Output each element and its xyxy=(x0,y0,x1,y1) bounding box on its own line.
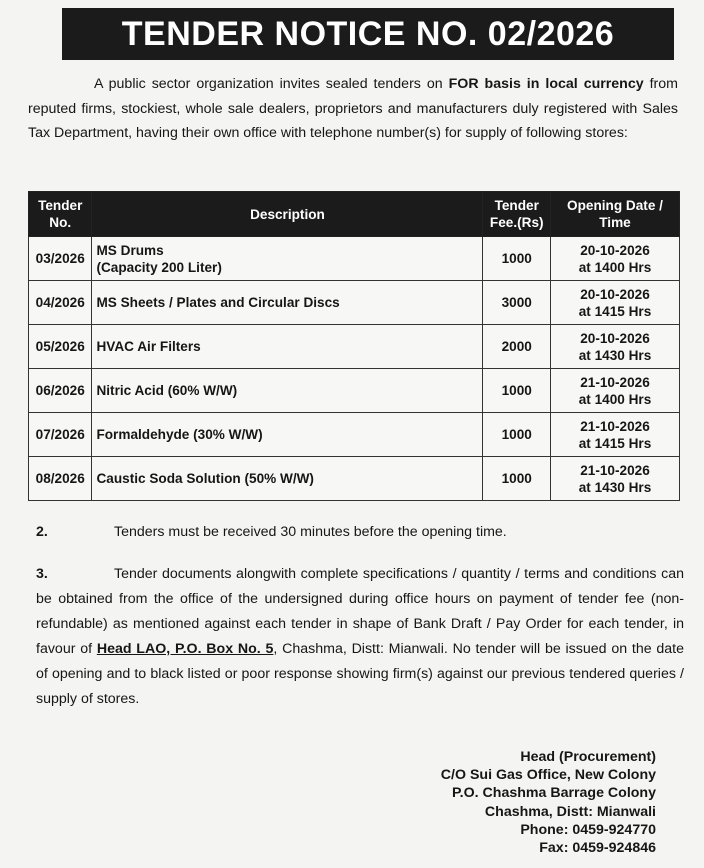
opening-time: at 1415 Hrs xyxy=(578,303,652,319)
description-line: Caustic Soda Solution (50% W/W) xyxy=(96,471,314,486)
header-tender-no: Tender No. xyxy=(29,192,92,237)
opening-time: at 1415 Hrs xyxy=(578,435,652,451)
intro-text-end: from reputed firms, stockiest, whole sale dealers, proprietors and manufacturers duly registered with Sales Tax Department, having their own office with telephone number(s) for supply of following stores: xyxy=(28,76,678,141)
header-fee: Tender Fee.(Rs) xyxy=(483,192,551,237)
paragraph-3 xyxy=(36,562,684,712)
paragraph-3-text: Tender documents alongwith complete specifications / quantity / terms and conditions can be obtained from the office of the undersigned during office hours on payment of tender fee (non-refundable) as mentioned against each tender in shape of Bank Draft / Pay Order for each tender, in favour of xyxy=(36,566,684,657)
description-cell xyxy=(92,457,483,501)
paragraph-2 xyxy=(36,520,684,545)
opening-date: 21-10-2026 xyxy=(580,374,650,390)
address-line: Chashma, Distt: Mianwali xyxy=(484,803,656,820)
description-cell xyxy=(92,281,483,325)
description-line: Formaldehyde (30% W/W) xyxy=(96,427,263,442)
opening-cell xyxy=(551,237,680,281)
opening-date: 21-10-2026 xyxy=(580,462,650,478)
description-line: MS Sheets / Plates and Circular Discs xyxy=(96,295,340,310)
opening-cell xyxy=(551,369,680,413)
description-cell xyxy=(92,237,483,281)
phone-line: Phone: 0459-924770 xyxy=(520,821,656,838)
opening-time: at 1400 Hrs xyxy=(578,259,652,275)
table-row xyxy=(29,325,680,369)
fee-cell: 2000 xyxy=(483,325,551,369)
intro-text-start: A public sector organization invites sealed tenders on xyxy=(94,76,449,92)
paragraph-2-text: Tenders must be received 30 minutes before the opening time. xyxy=(114,524,507,540)
tender-no-cell: 03/2026 xyxy=(29,237,92,281)
intro-bold-text: FOR basis in local currency xyxy=(448,76,644,92)
tender-no-cell: 05/2026 xyxy=(29,325,92,369)
intro-paragraph xyxy=(28,72,678,146)
opening-cell xyxy=(551,413,680,457)
fee-cell: 1000 xyxy=(483,237,551,281)
fee-cell: 1000 xyxy=(483,457,551,501)
address-line: C/O Sui Gas Office, New Colony xyxy=(440,767,656,784)
paragraph-number: 2. xyxy=(36,524,48,540)
opening-time: at 1430 Hrs xyxy=(578,479,652,495)
fee-cell: 1000 xyxy=(483,413,551,457)
tender-no-cell: 08/2026 xyxy=(29,457,92,501)
description-line: (Capacity 200 Liter) xyxy=(96,259,222,275)
signatory-title: Head (Procurement) xyxy=(520,749,656,765)
fax-line: Fax: 0459-924846 xyxy=(539,840,656,857)
header-opening: Opening Date / Time xyxy=(551,192,680,237)
table-row xyxy=(29,237,680,281)
paragraph-number: 3. xyxy=(36,566,48,582)
opening-cell xyxy=(551,281,680,325)
opening-time: at 1400 Hrs xyxy=(578,391,652,407)
opening-date: 20-10-2026 xyxy=(580,330,650,346)
table-row xyxy=(29,369,680,413)
tender-no-cell: 07/2026 xyxy=(29,413,92,457)
description-line: MS Drums xyxy=(96,242,164,258)
description-line: Nitric Acid (60% W/W) xyxy=(96,383,238,398)
tender-no-cell: 06/2026 xyxy=(29,369,92,413)
table-header-row xyxy=(29,192,680,237)
notice-title: TENDER NOTICE NO. 02/2026 xyxy=(62,8,674,60)
address-line: P.O. Chashma Barrage Colony xyxy=(452,785,656,802)
opening-date: 21-10-2026 xyxy=(580,418,650,434)
paragraph-3-text-end: , Chashma, Distt: Mianwali. No tender will be issued on the date of opening and to black listed or poor response showing firm(s) against our previous tendered queries / supply of stores. xyxy=(36,641,684,707)
opening-cell xyxy=(551,325,680,369)
header-description: Description xyxy=(92,192,483,237)
payee-address: Head LAO, P.O. Box No. 5 xyxy=(96,641,274,657)
table-row xyxy=(29,413,680,457)
description-line: HVAC Air Filters xyxy=(96,339,201,354)
opening-date: 20-10-2026 xyxy=(580,286,650,302)
fee-cell: 1000 xyxy=(483,369,551,413)
signature-block xyxy=(441,748,656,857)
tender-table xyxy=(28,191,680,501)
opening-date: 20-10-2026 xyxy=(580,242,650,258)
opening-cell xyxy=(551,457,680,501)
opening-time: at 1430 Hrs xyxy=(578,347,652,363)
table-row xyxy=(29,281,680,325)
table-row xyxy=(29,457,680,501)
fee-cell: 3000 xyxy=(483,281,551,325)
tender-no-cell: 04/2026 xyxy=(29,281,92,325)
description-cell xyxy=(92,413,483,457)
description-cell xyxy=(92,325,483,369)
description-cell xyxy=(92,369,483,413)
